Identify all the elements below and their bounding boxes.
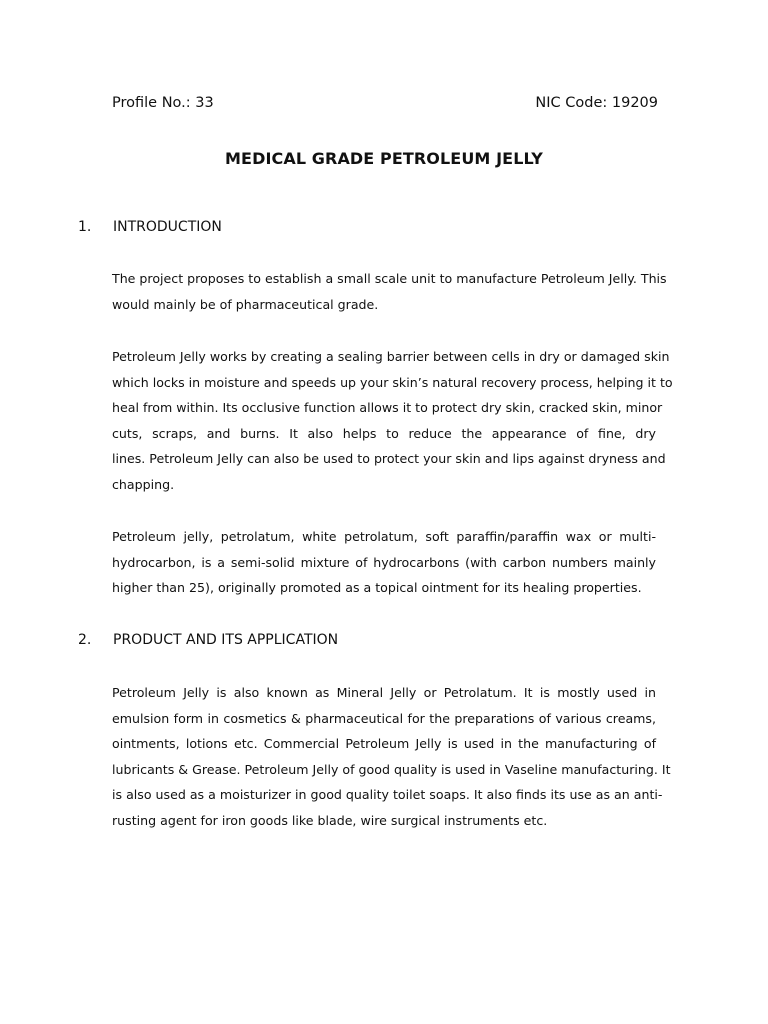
text-line: emulsion form in cosmetics & pharmaceutical for the preparations of various creams, <box>112 710 656 726</box>
text-line: Petroleum jelly, petrolatum, white petrolatum, soft paraffin/paraffin wax or multi- <box>112 529 656 544</box>
document-title: MEDICAL GRADE PETROLEUM JELLY <box>225 149 543 168</box>
text-line: is also used as a moisturizer in good quality toilet soaps. It also finds its use as an anti- <box>112 787 663 803</box>
paragraph <box>112 680 671 834</box>
section-number: 2. <box>78 632 92 648</box>
nic-code: NIC Code: 19209 <box>535 95 658 111</box>
text-line: ointments, lotions etc. Commercial Petroleum Jelly is used in the manufacturing of <box>112 736 656 752</box>
text-line: which locks in moisture and speeds up your skin’s natural recovery process, helping it to <box>112 374 673 390</box>
document-header <box>112 92 658 114</box>
text-line: rusting agent for iron goods like blade, wire surgical instruments etc. <box>112 812 548 828</box>
section-heading-product-application <box>78 629 678 651</box>
section-title: INTRODUCTION <box>113 219 222 235</box>
text-line: Petroleum Jelly is also known as Mineral Jelly or Petrolatum. It is mostly used in <box>112 685 656 700</box>
text-line: would mainly be of pharmaceutical grade. <box>112 296 379 312</box>
section-title: PRODUCT AND ITS APPLICATION <box>113 632 339 648</box>
text-line: lines. Petroleum Jelly can also be used to protect your skin and lips against dryness and <box>112 451 666 467</box>
paragraph <box>112 524 656 601</box>
section-number: 1. <box>78 219 92 235</box>
text-line: hydrocarbon, is a semi-solid mixture of hydrocarbons (with carbon numbers mainly <box>112 554 656 570</box>
text-line: Petroleum Jelly works by creating a sealing barrier between cells in dry or damaged skin <box>112 349 670 364</box>
text-line: higher than 25), originally promoted as a topical ointment for its healing properties. <box>112 580 642 596</box>
paragraph <box>112 344 673 498</box>
text-line: cuts, scraps, and burns. It also helps to reduce the appearance of fine, dry <box>112 425 656 441</box>
profile-number: Profile No.: 33 <box>112 95 214 111</box>
paragraph <box>112 266 667 317</box>
section-heading-introduction <box>78 216 678 238</box>
text-line: The project proposes to establish a small scale unit to manufacture Petroleum Jelly. This <box>112 271 667 286</box>
text-line: lubricants & Grease. Petroleum Jelly of good quality is used in Vaseline manufacturing. It <box>112 761 671 777</box>
text-line: heal from within. Its occlusive function allows it to protect dry skin, cracked skin, minor <box>112 400 663 416</box>
text-line: chapping. <box>112 476 175 492</box>
